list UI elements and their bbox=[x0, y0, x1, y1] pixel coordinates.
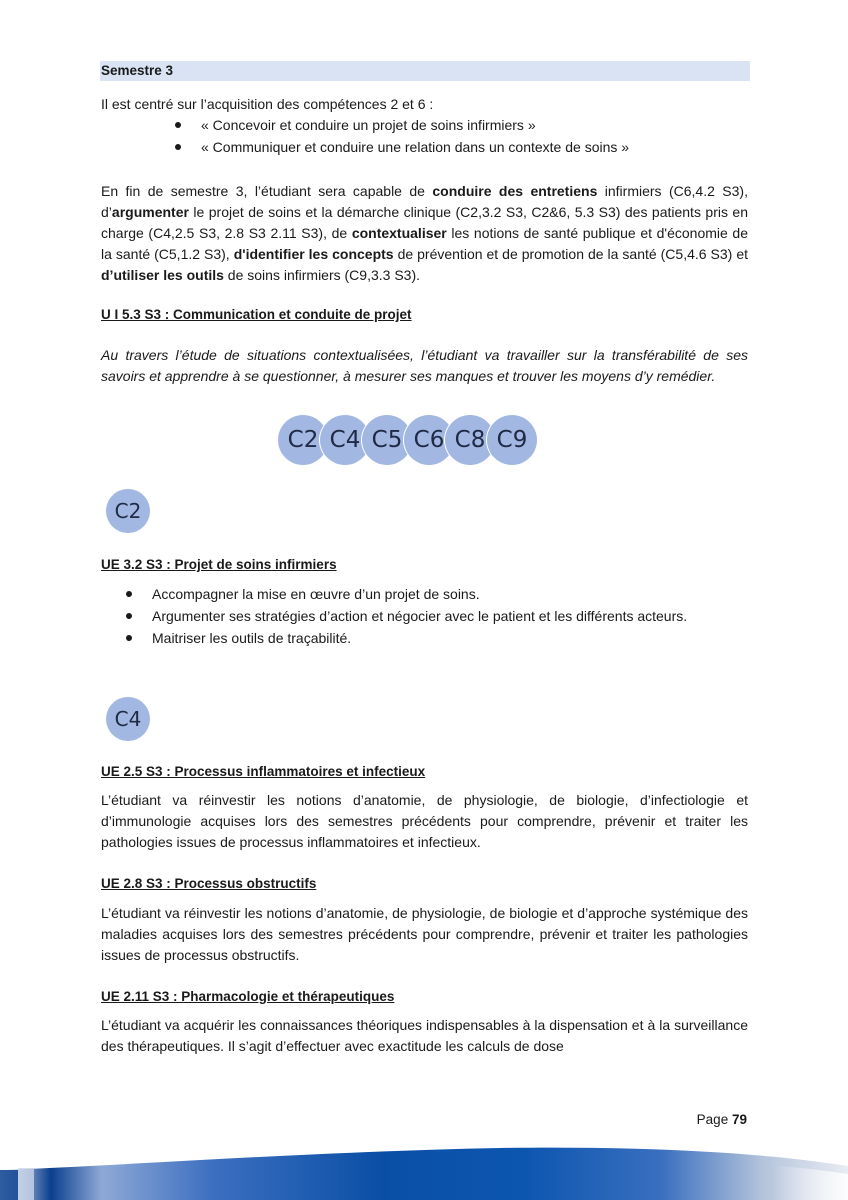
fin-semestre-paragraph bbox=[101, 181, 748, 286]
bold-run: d'identifier les concepts bbox=[233, 246, 394, 262]
competence-circle: C9 bbox=[487, 415, 537, 465]
competence-circle: C2 bbox=[278, 415, 328, 465]
competence-circle: C6 bbox=[404, 415, 454, 465]
section-badge-c2: C2 bbox=[106, 489, 150, 533]
bold-run: contextualiser bbox=[351, 225, 447, 241]
text-run: infirmiers (C6,4.2 S3), d’ bbox=[101, 183, 748, 220]
text-run: de prévention et de promotion de la santé (C5,4.6 S3) et bbox=[393, 246, 748, 262]
bold-run: conduire des entretiens bbox=[432, 183, 598, 199]
semestre-header bbox=[100, 61, 750, 81]
page-label: Page bbox=[696, 1112, 729, 1127]
page-number-value: 79 bbox=[731, 1112, 747, 1127]
ui53-heading: U I 5.3 S3 : Communication et conduite de projet bbox=[101, 307, 412, 322]
bold-run: argumenter bbox=[111, 204, 189, 220]
ue28-heading: UE 2.8 S3 : Processus obstructifs bbox=[101, 876, 317, 891]
competence-circle: C5 bbox=[362, 415, 412, 465]
ue32-list bbox=[152, 583, 742, 649]
intro-text: Il est centré sur l’acquisition des compétences 2 et 6 : bbox=[101, 96, 434, 112]
section-badge-c4: C4 bbox=[106, 697, 150, 741]
list-item: Argumenter ses stratégies d’action et négocier avec le patient et les différents acteurs. bbox=[152, 605, 742, 627]
competence-circle: C4 bbox=[320, 415, 370, 465]
bold-run: d’utiliser les outils bbox=[101, 267, 224, 283]
footer-wave-decoration bbox=[0, 1122, 848, 1200]
competence-circle: C8 bbox=[445, 415, 495, 465]
list-item: « Concevoir et conduire un projet de soins infirmiers » bbox=[201, 114, 741, 136]
text-run: En fin de semestre 3, l’étudiant sera capable de bbox=[101, 183, 433, 199]
ui53-text: Au travers l’étude de situations contextualisées, l’étudiant va travailler sur la transférabilité de ses savoirs et apprendre à se questionner, à mesurer ses manques et trouver les moyens d’y remédier. bbox=[101, 347, 748, 384]
list-item: Accompagner la mise en œuvre d’un projet de soins. bbox=[152, 583, 742, 605]
text-run: les notions de santé publique et d'économie de la santé (C5,1.2 S3), bbox=[101, 225, 748, 262]
semestre-title: Semestre 3 bbox=[101, 63, 174, 78]
ue32-heading: UE 3.2 S3 : Projet de soins infirmiers bbox=[101, 557, 337, 572]
list-item: « Communiquer et conduire une relation dans un contexte de soins » bbox=[201, 136, 741, 158]
ue25-heading: UE 2.5 S3 : Processus inflammatoires et infectieux bbox=[101, 764, 426, 779]
ue211-heading: UE 2.11 S3 : Pharmacologie et thérapeutiques bbox=[101, 989, 395, 1004]
list-item: Maitriser les outils de traçabilité. bbox=[152, 627, 742, 649]
ue25-text: L’étudiant va réinvestir les notions d’anatomie, de physiologie, de biologie, d’infectiologie et d’immunologie acquises lors des semestres précédents pour comprendre, prévenir et traiter les pathologies issues de processus inflammatoires et infectieux. bbox=[101, 792, 748, 850]
competences-list bbox=[201, 114, 741, 158]
ue28-text: L’étudiant va réinvestir les notions d’anatomie, de physiologie, de biologie et d’approche systémique des maladies acquises lors des semestres précédents pour comprendre, prévenir et traiter les pathologies issues de processus obstructifs. bbox=[101, 905, 748, 963]
ue211-text: L’étudiant va acquérir les connaissances théoriques indispensables à la dispensation et à la surveillance des thérapeutiques. Il s’agit d’effectuer avec exactitude les calculs de dose bbox=[101, 1017, 748, 1054]
text-run: de soins infirmiers (C9,3.3 S3). bbox=[223, 267, 420, 283]
text-run: le projet de soins et la démarche clinique (C2,3.2 S3, C2&6, 5.3 S3) des patients pris en charge (C4,2.5 S3, 2.8 S3 2.11 S3), de bbox=[101, 204, 748, 241]
